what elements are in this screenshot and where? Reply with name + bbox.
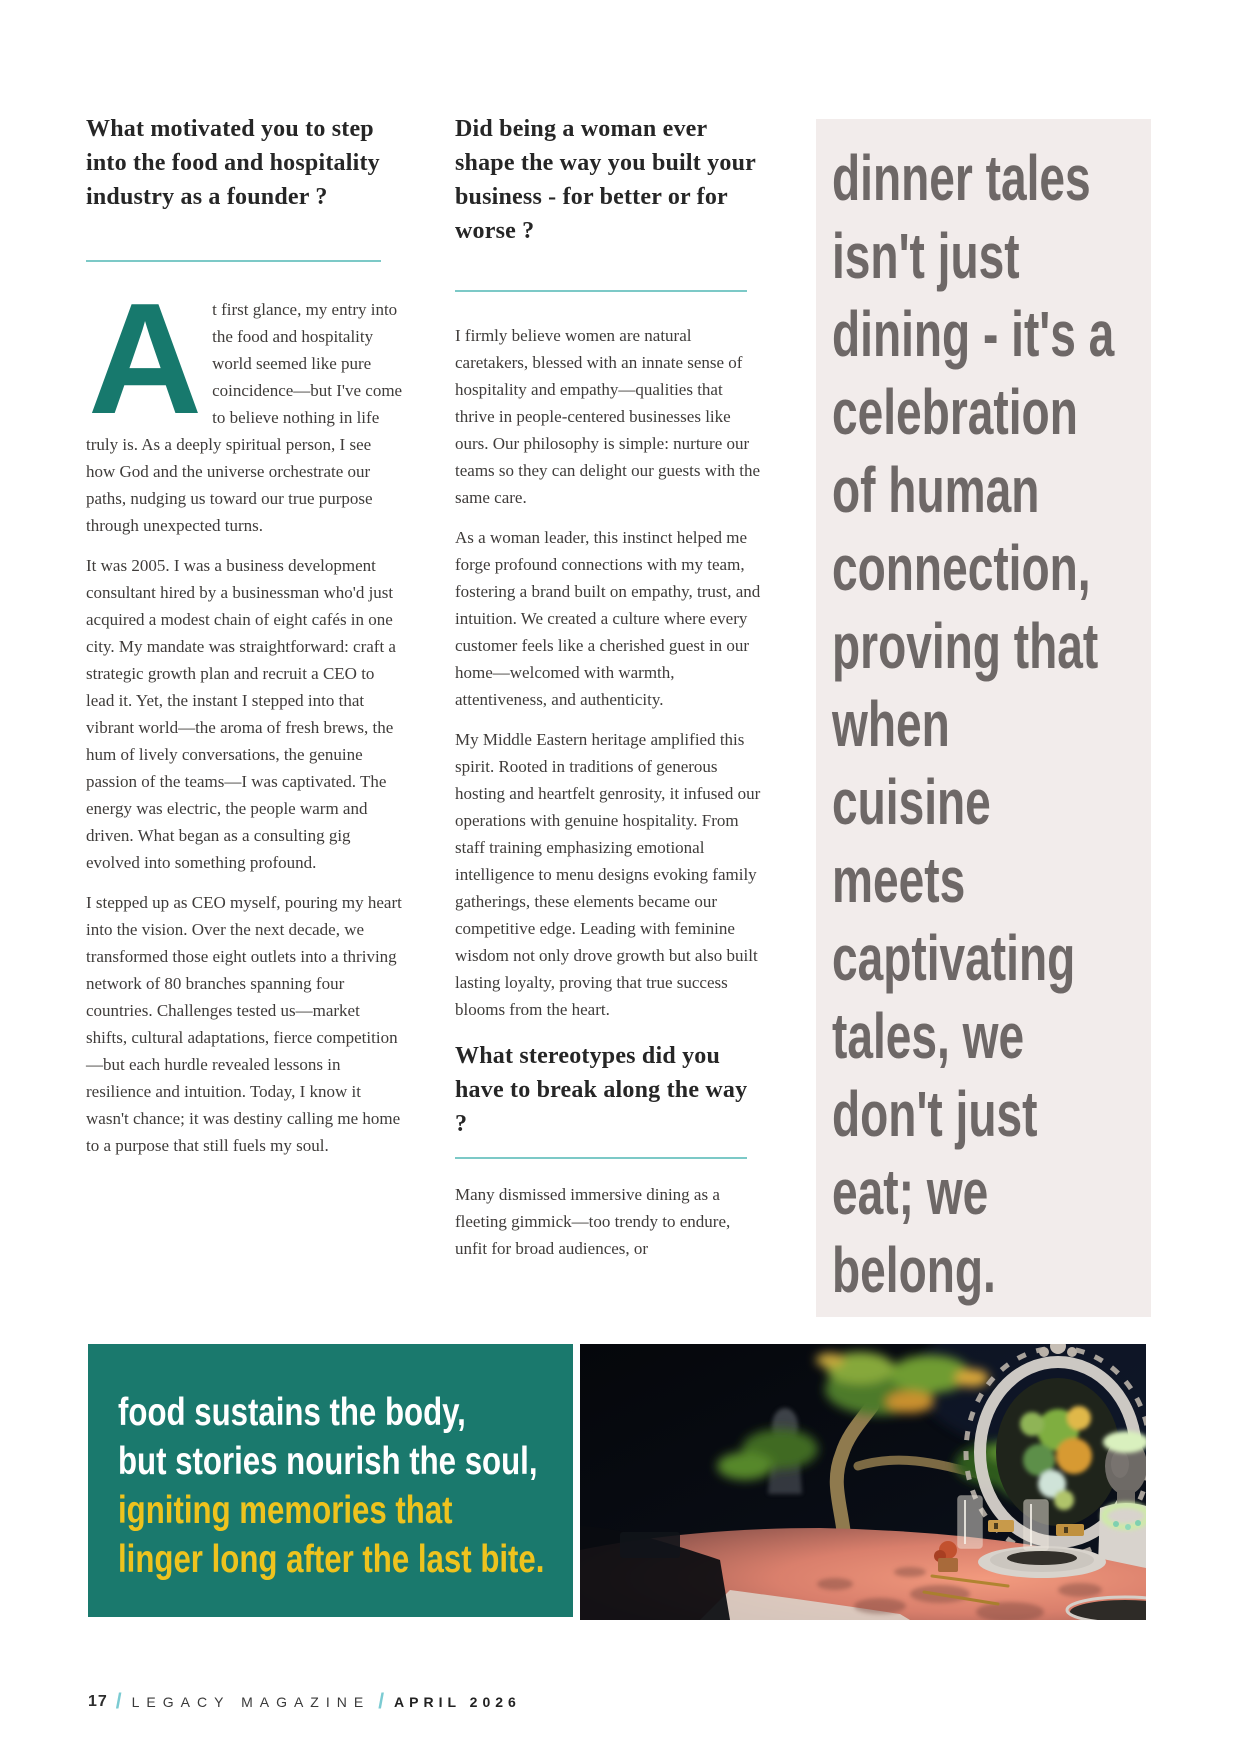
banner-line: linger long after the last bite. — [118, 1538, 545, 1581]
pull-quote-line: connection, — [832, 532, 1091, 604]
paragraph: As a woman leader, this instinct helped me forge profound connections with my team, fostering a brand built on empathy, trust, and intuition. We created a culture where every customer feels like a cherished guest in our home—welcomed with warmth, attentiveness, and authenticity. — [455, 528, 761, 709]
pull-quote-line: belong. — [832, 1234, 996, 1306]
pull-quote-line: tales, we — [832, 1000, 1025, 1072]
pull-quote-line: dining - it's a — [832, 298, 1115, 370]
banner-line: food sustains the body, — [118, 1391, 466, 1434]
plate-food — [1007, 1551, 1077, 1565]
paragraph: My Middle Eastern heritage amplified this spirit. Rooted in traditions of generous hosting and heartfelt genrosity, it infused our operations with genuine hospitality. From staff training emphasizing emotional intelligence to menu designs evoking family gatherings, these elements became our competitive edge. Leading with feminine wisdom not only drove growth but also built lasting loyalty, proving that true success blooms from the heart. — [455, 730, 761, 1019]
paragraph-text: t first glance, my entry into the food and hospitality world seemed like pure coincidence—but I've come to believe nothing in life truly is. As a deeply spiritual person, I see how God and the universe orchestrate our paths, nudging us toward our true purpose through unexpected turns. — [86, 300, 403, 535]
question-heading-1: What motivated you to step into the food and hospitality industry as a founder ? — [86, 116, 380, 210]
footer-slash: / — [378, 1690, 385, 1713]
section-rule — [455, 290, 747, 292]
magazine-name: LEGACY MAGAZINE — [131, 1694, 371, 1710]
paragraph: I firmly believe women are natural caretakers, blessed with an innate sense of hospitality and empathy—qualities that thrive in people-centered businesses like ours. Our philosophy is simple: nurture our teams so they can delight our guests with the same care. — [455, 326, 760, 507]
question-heading-2: Did being a woman ever shape the way you built your business - for better or for worse ? — [455, 116, 756, 244]
place-card — [1056, 1524, 1084, 1536]
pull-quote-line: of human — [832, 454, 1040, 526]
section-rule — [455, 1157, 747, 1159]
pull-quote-line: eat; we — [832, 1156, 989, 1228]
page-number: 17 — [88, 1693, 108, 1710]
pull-quote-line: celebration — [832, 376, 1078, 448]
pull-quote-panel — [816, 119, 1151, 1317]
banner-quote-box — [88, 1344, 573, 1617]
pull-quote-line: proving that — [832, 610, 1099, 682]
paragraph: Many dismissed immersive dining as a fleeting gimmick—too trendy to endure, unfit for broad audiences, or — [455, 1185, 731, 1258]
pull-quote-line: dinner tales — [832, 142, 1091, 214]
footer — [88, 1690, 521, 1714]
issue-date: APRIL 2026 — [394, 1694, 521, 1710]
article-column-left — [86, 112, 404, 1172]
footer-slash: / — [115, 1690, 122, 1713]
pull-quote-line: meets — [832, 844, 966, 916]
pull-quote-line: don't just — [832, 1078, 1038, 1150]
pull-quote-line: captivating — [832, 922, 1076, 994]
banner-line: igniting memories that — [118, 1489, 453, 1532]
crystal-glass — [958, 1496, 982, 1548]
pull-quote-line: isn't just — [832, 220, 1020, 292]
dinner-photo-illustration — [580, 1344, 1146, 1620]
crystal-glass — [1024, 1500, 1048, 1550]
place-card — [988, 1520, 1014, 1532]
paragraph: It was 2005. I was a business development consultant hired by a businessman who'd just acquired a modest chain of eight cafés in one city. My mandate was straightforward: craft a strategic growth plan and recruit a CEO to lead it. Yet, the instant I stepped into that vibrant world—the aroma of fresh brews, the hum of lively conversations, the genuine passion of the teams—I was captivated. The energy was electric, the people warm and driven. What began as a consulting gig evolved into something profound. — [86, 556, 396, 872]
banner-line: but stories nourish the soul, — [118, 1440, 538, 1483]
drop-cap: A — [88, 271, 199, 447]
article-column-middle — [455, 112, 763, 1275]
paragraph — [86, 271, 404, 539]
pull-quote-line: cuisine — [832, 766, 991, 838]
dinner-photo — [580, 1344, 1146, 1620]
question-heading-3: What stereotypes did you have to break along the way ? — [455, 1043, 748, 1137]
pull-quote-line: when — [832, 688, 950, 760]
paragraph: I stepped up as CEO myself, pouring my heart into the vision. Over the next decade, we transformed those eight outlets into a thriving network of 80 branches spanning four countries. Challenges tested us—market shifts, cultural adaptations, fierce competition—but each hurdle revealed lessons in resilience and intuition. Today, I know it wasn't chance; it was destiny calling me home to a purpose that still fuels my soul. — [86, 893, 402, 1155]
section-rule — [86, 260, 381, 262]
